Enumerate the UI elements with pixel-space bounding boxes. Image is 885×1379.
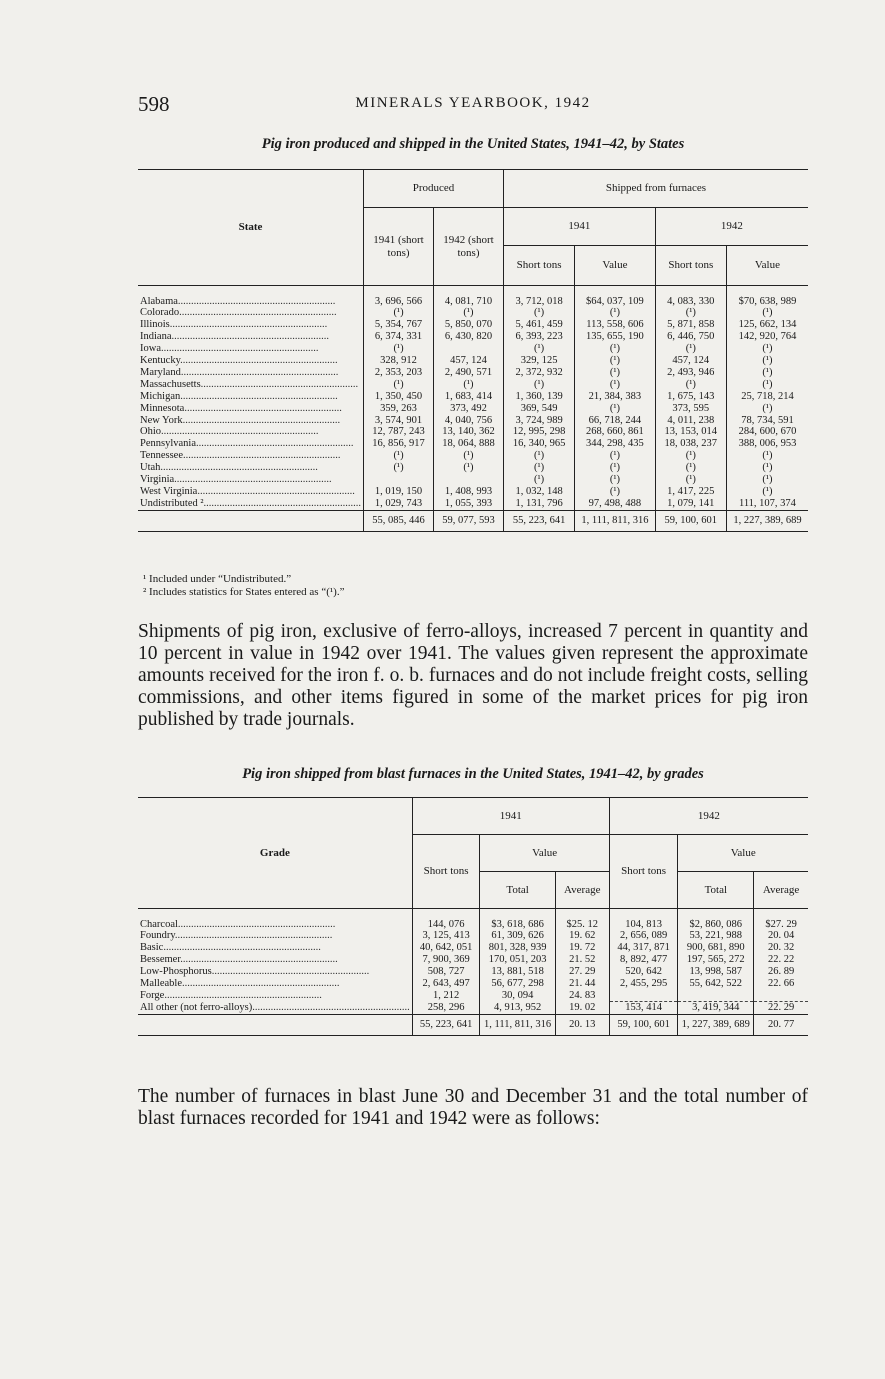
table2-total-row — [138, 1015, 808, 1036]
value-cell: 2, 490, 571 — [434, 367, 504, 379]
value-cell: 373, 595 — [655, 403, 726, 415]
value-cell: (¹) — [726, 307, 808, 319]
value-cell: 1, 675, 143 — [655, 391, 726, 403]
leader-dots: ............................................................ — [252, 1002, 410, 1014]
grade-name-cell: Low-Phosphorus............................................................ — [140, 966, 370, 978]
value-cell: 170, 051, 203 — [480, 954, 555, 966]
value-cell: 197, 565, 272 — [678, 954, 754, 966]
value-cell: 1, 360, 139 — [503, 391, 574, 403]
state-name-cell: Ohio............................................................ — [140, 426, 319, 438]
value-cell: 5, 354, 767 — [364, 319, 434, 331]
value-cell: 1, 408, 993 — [434, 486, 504, 498]
value-cell — [678, 990, 754, 1002]
value-cell: (¹) — [575, 486, 656, 498]
total-cell: 1, 111, 811, 316 — [480, 1015, 555, 1036]
grade-name-cell: Charcoal............................................................ — [140, 918, 336, 930]
table-row — [138, 462, 808, 474]
value-cell: 801, 328, 939 — [480, 942, 555, 954]
value-1941-header: Value — [575, 246, 656, 286]
produced-header: Produced — [364, 170, 504, 208]
value-cell: 3, 696, 566 — [364, 296, 434, 308]
state-name-cell: Maryland............................................................ — [140, 366, 339, 378]
value-cell: (¹) — [503, 450, 574, 462]
leader-dots: ............................................................ — [197, 486, 355, 497]
grades-value-1942-header: Value — [678, 835, 808, 872]
value-cell: 328, 912 — [364, 355, 434, 367]
value-cell: 13, 998, 587 — [678, 966, 754, 978]
total-cell: 59, 100, 601 — [655, 510, 726, 531]
state-name-cell: Indiana............................................................ — [140, 331, 329, 343]
leader-dots: ............................................................ — [181, 978, 340, 990]
table-row — [138, 498, 808, 510]
table-row — [138, 391, 808, 403]
value-cell: 27. 29 — [555, 966, 609, 978]
value-cell: 22. 66 — [754, 978, 808, 990]
value-cell: (¹) — [726, 474, 808, 486]
grades-short-tons-1942-header: Short tons — [609, 835, 678, 909]
value-cell: (¹) — [655, 474, 726, 486]
shipped-1941-header: 1941 — [503, 208, 655, 246]
value-cell: 55, 642, 522 — [678, 978, 754, 990]
value-cell: 16, 856, 917 — [364, 438, 434, 450]
value-cell: 97, 498, 488 — [575, 498, 656, 510]
state-name-cell: Virginia............................................................ — [140, 474, 332, 486]
value-cell: 13, 153, 014 — [655, 426, 726, 438]
page-number: 598 — [138, 92, 170, 116]
leader-dots: ............................................................ — [203, 497, 362, 509]
leader-dots: ............................................................ — [164, 989, 322, 1001]
value-cell: (¹) — [726, 486, 808, 498]
value-cell: 6, 374, 331 — [364, 331, 434, 343]
value-cell: 284, 600, 670 — [726, 426, 808, 438]
value-cell: 4, 081, 710 — [434, 296, 504, 308]
value-cell: (¹) — [503, 307, 574, 319]
value-cell: $27. 29 — [754, 919, 808, 931]
leader-dots: ............................................................ — [184, 402, 342, 414]
leader-dots: ............................................................ — [180, 390, 338, 402]
table-row — [138, 426, 808, 438]
value-cell: (¹) — [364, 343, 434, 355]
value-cell: 142, 920, 764 — [726, 331, 808, 343]
value-cell: 19. 72 — [555, 942, 609, 954]
state-name-cell: Undistributed ²............................................................ — [140, 497, 362, 509]
value-cell: 1, 417, 225 — [655, 486, 726, 498]
total-cell: 1, 227, 389, 689 — [678, 1015, 754, 1036]
value-cell: 44, 317, 871 — [609, 942, 678, 954]
value-cell: 13, 140, 362 — [434, 426, 504, 438]
value-cell: 5, 850, 070 — [434, 319, 504, 331]
grades-average-1941-header: Average — [555, 872, 609, 909]
value-cell: (¹) — [503, 343, 574, 355]
leader-dots: ............................................................ — [200, 378, 359, 390]
value-cell: (¹) — [726, 367, 808, 379]
table-row — [138, 438, 808, 450]
value-cell: 6, 393, 223 — [503, 331, 574, 343]
value-cell: 1, 212 — [412, 990, 480, 1002]
value-cell: 25, 718, 214 — [726, 391, 808, 403]
value-cell: 20. 32 — [754, 942, 808, 954]
value-cell: 1, 032, 148 — [503, 486, 574, 498]
leader-dots: ............................................................ — [174, 474, 332, 486]
state-name-cell: Tennessee............................................................ — [140, 450, 341, 462]
value-cell: (¹) — [655, 462, 726, 474]
value-cell: 22. 29 — [754, 1002, 808, 1015]
table-row — [138, 415, 808, 427]
leader-dots: ............................................................ — [177, 295, 336, 307]
grades-total-1942-header: Total — [678, 872, 754, 909]
state-name-cell: Kentucky............................................................ — [140, 355, 338, 367]
leader-dots: ............................................................ — [180, 954, 338, 966]
value-cell: 3, 712, 018 — [503, 296, 574, 308]
value-cell: 1, 055, 393 — [434, 498, 504, 510]
grade-name-cell: All other (not ferro-alloys)............................................................ — [140, 1002, 410, 1014]
value-cell: 40, 642, 051 — [412, 942, 480, 954]
leader-dots: ............................................................ — [177, 918, 336, 930]
state-header: State — [138, 170, 364, 286]
value-cell: 1, 079, 141 — [655, 498, 726, 510]
table-row — [138, 474, 808, 486]
total-cell: 20. 77 — [754, 1015, 808, 1036]
short-tons-1941-header: Short tons — [503, 246, 574, 286]
value-cell: (¹) — [434, 462, 504, 474]
grades-1942-header: 1942 — [609, 798, 808, 835]
value-cell: (¹) — [655, 343, 726, 355]
value-cell: 1, 029, 743 — [364, 498, 434, 510]
paragraph-furnaces: The number of furnaces in blast June 30 and December 31 and the total number of blast furnaces recorded for 1941 and 1942 were as follows: — [138, 1086, 808, 1129]
value-cell: 12, 787, 243 — [364, 426, 434, 438]
leader-dots: ............................................................ — [160, 462, 318, 474]
value-cell: 19. 02 — [555, 1002, 609, 1015]
table-row — [138, 942, 808, 954]
value-cell: 3, 419, 344 — [678, 1002, 754, 1015]
total-cell: 59, 077, 593 — [434, 510, 504, 531]
value-cell — [754, 990, 808, 1002]
grades-total-1941-header: Total — [480, 872, 555, 909]
value-cell: $64, 037, 109 — [575, 296, 656, 308]
value-cell: 457, 124 — [655, 355, 726, 367]
value-cell: (¹) — [434, 307, 504, 319]
table-row — [138, 450, 808, 462]
value-cell: 6, 446, 750 — [655, 331, 726, 343]
state-name-cell: Illinois............................................................ — [140, 319, 328, 331]
value-cell: 1, 350, 450 — [364, 391, 434, 403]
state-name-cell: West Virginia............................................................ — [140, 486, 355, 497]
value-cell: 144, 076 — [412, 919, 480, 931]
leader-dots: ............................................................ — [180, 355, 338, 367]
table-row — [138, 930, 808, 942]
state-name-cell: Minnesota............................................................ — [140, 402, 342, 414]
total-cell: 1, 111, 811, 316 — [575, 510, 656, 531]
table-row — [138, 990, 808, 1002]
state-name-cell: Iowa............................................................ — [140, 343, 319, 355]
shipped-header: Shipped from furnaces — [503, 170, 808, 208]
value-cell: (¹) — [575, 307, 656, 319]
table-row — [138, 343, 808, 355]
value-cell: 508, 727 — [412, 966, 480, 978]
value-cell: (¹) — [364, 379, 434, 391]
value-cell: 900, 681, 890 — [678, 942, 754, 954]
leader-dots: ............................................................ — [171, 331, 329, 343]
value-cell: 359, 263 — [364, 403, 434, 415]
value-cell: (¹) — [575, 462, 656, 474]
value-cell: $3, 618, 686 — [480, 919, 555, 931]
table1-total-row — [138, 510, 808, 531]
leader-dots: ............................................................ — [169, 319, 328, 331]
value-cell: 4, 040, 756 — [434, 415, 504, 427]
produced-1942-header: 1942 (short tons) — [434, 208, 504, 286]
value-cell — [434, 474, 504, 486]
footnote-1: ¹ Included under “Undistributed.” — [143, 573, 292, 585]
value-cell: 369, 549 — [503, 403, 574, 415]
state-name-cell: Michigan............................................................ — [140, 390, 338, 402]
value-cell: (¹) — [655, 379, 726, 391]
state-name-cell: New York............................................................ — [140, 414, 341, 426]
value-cell: 4, 913, 952 — [480, 1002, 555, 1015]
leader-dots: ............................................................ — [163, 942, 321, 954]
value-cell: 1, 019, 150 — [364, 486, 434, 498]
value-cell: $2, 860, 086 — [678, 919, 754, 931]
grade-header: Grade — [138, 798, 412, 909]
table-row — [138, 954, 808, 966]
value-cell: (¹) — [726, 403, 808, 415]
value-cell: (¹) — [575, 367, 656, 379]
table-row — [138, 367, 808, 379]
value-cell: 2, 493, 946 — [655, 367, 726, 379]
value-cell: (¹) — [575, 343, 656, 355]
value-cell: (¹) — [364, 462, 434, 474]
value-cell: 4, 083, 330 — [655, 296, 726, 308]
value-cell: 2, 455, 295 — [609, 978, 678, 990]
value-cell: 373, 492 — [434, 403, 504, 415]
table2-caption: Pig iron shipped from blast furnaces in the United States, 1941–42, by grades — [242, 766, 704, 782]
value-cell: (¹) — [575, 403, 656, 415]
leader-dots: ............................................................ — [211, 966, 370, 978]
value-cell: 1, 131, 796 — [503, 498, 574, 510]
value-cell: 12, 995, 298 — [503, 426, 574, 438]
value-cell: 19. 62 — [555, 930, 609, 942]
table-row — [138, 307, 808, 319]
value-1942-header: Value — [726, 246, 808, 286]
value-cell: 21. 44 — [555, 978, 609, 990]
grade-name-cell: Forge............................................................ — [140, 989, 322, 1001]
value-cell: (¹) — [503, 474, 574, 486]
value-cell: 457, 124 — [434, 355, 504, 367]
table-row — [138, 978, 808, 990]
value-cell: 3, 125, 413 — [412, 930, 480, 942]
total-cell: 20. 13 — [555, 1015, 609, 1036]
value-cell: (¹) — [655, 307, 726, 319]
value-cell: (¹) — [655, 450, 726, 462]
grades-table — [138, 797, 808, 1038]
paragraph-shipments: Shipments of pig iron, exclusive of ferro-alloys, increased 7 percent in quantity and 10 percent in value in 1942 over 1941. The values given represent the approximate amounts received for the iron f. o. b. furnaces and do not include freight costs, selling commissions, and other items figured in some of the market prices for pig iron published by trade journals. — [138, 621, 808, 730]
value-cell: 56, 677, 298 — [480, 978, 555, 990]
value-cell: 53, 221, 988 — [678, 930, 754, 942]
leader-dots: ............................................................ — [179, 307, 337, 319]
grades-short-tons-1941-header: Short tons — [412, 835, 480, 909]
value-cell: 30, 094 — [480, 990, 555, 1002]
shipped-1942-header: 1942 — [655, 208, 808, 246]
state-name-cell: Alabama............................................................ — [140, 295, 336, 307]
value-cell: 111, 107, 374 — [726, 498, 808, 510]
leader-dots: ............................................................ — [180, 366, 339, 378]
grade-name-cell: Basic............................................................ — [140, 942, 321, 954]
value-cell: $70, 638, 989 — [726, 296, 808, 308]
value-cell: (¹) — [434, 450, 504, 462]
grade-name-cell: Malleable............................................................ — [140, 978, 340, 990]
table-row — [138, 486, 808, 498]
value-cell: (¹) — [575, 474, 656, 486]
total-cell: 55, 223, 641 — [412, 1015, 480, 1036]
value-cell: 329, 125 — [503, 355, 574, 367]
value-cell: (¹) — [726, 379, 808, 391]
leader-dots: ............................................................ — [182, 414, 341, 426]
total-cell: 55, 223, 641 — [503, 510, 574, 531]
state-name-cell: Utah............................................................ — [140, 462, 318, 474]
total-cell: 59, 100, 601 — [609, 1015, 678, 1036]
short-tons-1942-header: Short tons — [655, 246, 726, 286]
table-row — [138, 296, 808, 308]
value-cell: 16, 340, 965 — [503, 438, 574, 450]
value-cell: 125, 662, 134 — [726, 319, 808, 331]
value-cell: 78, 734, 591 — [726, 415, 808, 427]
value-cell: (¹) — [575, 379, 656, 391]
value-cell: 20. 04 — [754, 930, 808, 942]
leader-dots: ............................................................ — [196, 438, 354, 450]
value-cell: (¹) — [575, 355, 656, 367]
table-row — [138, 919, 808, 931]
value-cell: 8, 892, 477 — [609, 954, 678, 966]
value-cell: $25. 12 — [555, 919, 609, 931]
value-cell: 5, 461, 459 — [503, 319, 574, 331]
value-cell: 153, 414 — [609, 1002, 678, 1015]
value-cell: 18, 038, 237 — [655, 438, 726, 450]
value-cell: (¹) — [726, 343, 808, 355]
leader-dots: ............................................................ — [174, 930, 333, 942]
value-cell — [364, 474, 434, 486]
value-cell: 135, 655, 190 — [575, 331, 656, 343]
value-cell: 2, 643, 497 — [412, 978, 480, 990]
value-cell: (¹) — [726, 462, 808, 474]
footnote-2: ² Includes statistics for States entered as “(¹).” — [143, 586, 345, 598]
value-cell: (¹) — [434, 379, 504, 391]
value-cell: 5, 871, 858 — [655, 319, 726, 331]
value-cell: 344, 298, 435 — [575, 438, 656, 450]
value-cell: (¹) — [364, 450, 434, 462]
value-cell: (¹) — [503, 379, 574, 391]
value-cell: (¹) — [364, 307, 434, 319]
value-cell: (¹) — [503, 462, 574, 474]
value-cell: (¹) — [575, 450, 656, 462]
leader-dots: ............................................................ — [183, 450, 341, 462]
value-cell: 22. 22 — [754, 954, 808, 966]
value-cell: 2, 353, 203 — [364, 367, 434, 379]
table-row — [138, 1002, 808, 1015]
running-title: MINERALS YEARBOOK, 1942 — [355, 95, 591, 111]
value-cell — [434, 343, 504, 355]
table-row — [138, 319, 808, 331]
leader-dots: ............................................................ — [161, 426, 319, 438]
total-cell: 55, 085, 446 — [364, 510, 434, 531]
value-cell: 3, 724, 989 — [503, 415, 574, 427]
value-cell: 258, 296 — [412, 1002, 480, 1015]
grade-name-cell: Foundry............................................................ — [140, 930, 333, 942]
table1-caption: Pig iron produced and shipped in the United States, 1941–42, by States — [261, 136, 685, 152]
value-cell: 2, 656, 089 — [609, 930, 678, 942]
value-cell: 388, 006, 953 — [726, 438, 808, 450]
value-cell: 18, 064, 888 — [434, 438, 504, 450]
grades-value-1941-header: Value — [480, 835, 609, 872]
leader-dots: ............................................................ — [161, 343, 319, 355]
produced-1941-header: 1941 (short tons) — [364, 208, 434, 286]
table-row — [138, 331, 808, 343]
table-row — [138, 966, 808, 978]
state-name-cell: Pennsylvania............................................................ — [140, 438, 354, 450]
value-cell: 4, 011, 238 — [655, 415, 726, 427]
value-cell: (¹) — [726, 450, 808, 462]
table-row — [138, 355, 808, 367]
grades-1941-header: 1941 — [412, 798, 609, 835]
value-cell: 26. 89 — [754, 966, 808, 978]
value-cell: 21. 52 — [555, 954, 609, 966]
states-table — [138, 169, 808, 534]
value-cell: 24. 83 — [555, 990, 609, 1002]
state-name-cell: Massachusetts............................................................ — [140, 378, 359, 390]
state-name-cell: Colorado............................................................ — [140, 307, 337, 319]
value-cell: 2, 372, 932 — [503, 367, 574, 379]
value-cell: (¹) — [726, 355, 808, 367]
value-cell: 3, 574, 901 — [364, 415, 434, 427]
table-row — [138, 379, 808, 391]
value-cell — [609, 990, 678, 1002]
value-cell: 268, 660, 861 — [575, 426, 656, 438]
value-cell: 61, 309, 626 — [480, 930, 555, 942]
total-cell: 1, 227, 389, 689 — [726, 510, 808, 531]
value-cell: 13, 881, 518 — [480, 966, 555, 978]
page-header — [138, 92, 808, 116]
grade-name-cell: Bessemer............................................................ — [140, 954, 338, 966]
value-cell: 104, 813 — [609, 919, 678, 931]
value-cell: 1, 683, 414 — [434, 391, 504, 403]
value-cell: 66, 718, 244 — [575, 415, 656, 427]
value-cell: 7, 900, 369 — [412, 954, 480, 966]
value-cell: 21, 384, 383 — [575, 391, 656, 403]
table-row — [138, 403, 808, 415]
value-cell: 113, 558, 606 — [575, 319, 656, 331]
value-cell: 520, 642 — [609, 966, 678, 978]
grades-average-1942-header: Average — [754, 872, 808, 909]
value-cell: 6, 430, 820 — [434, 331, 504, 343]
